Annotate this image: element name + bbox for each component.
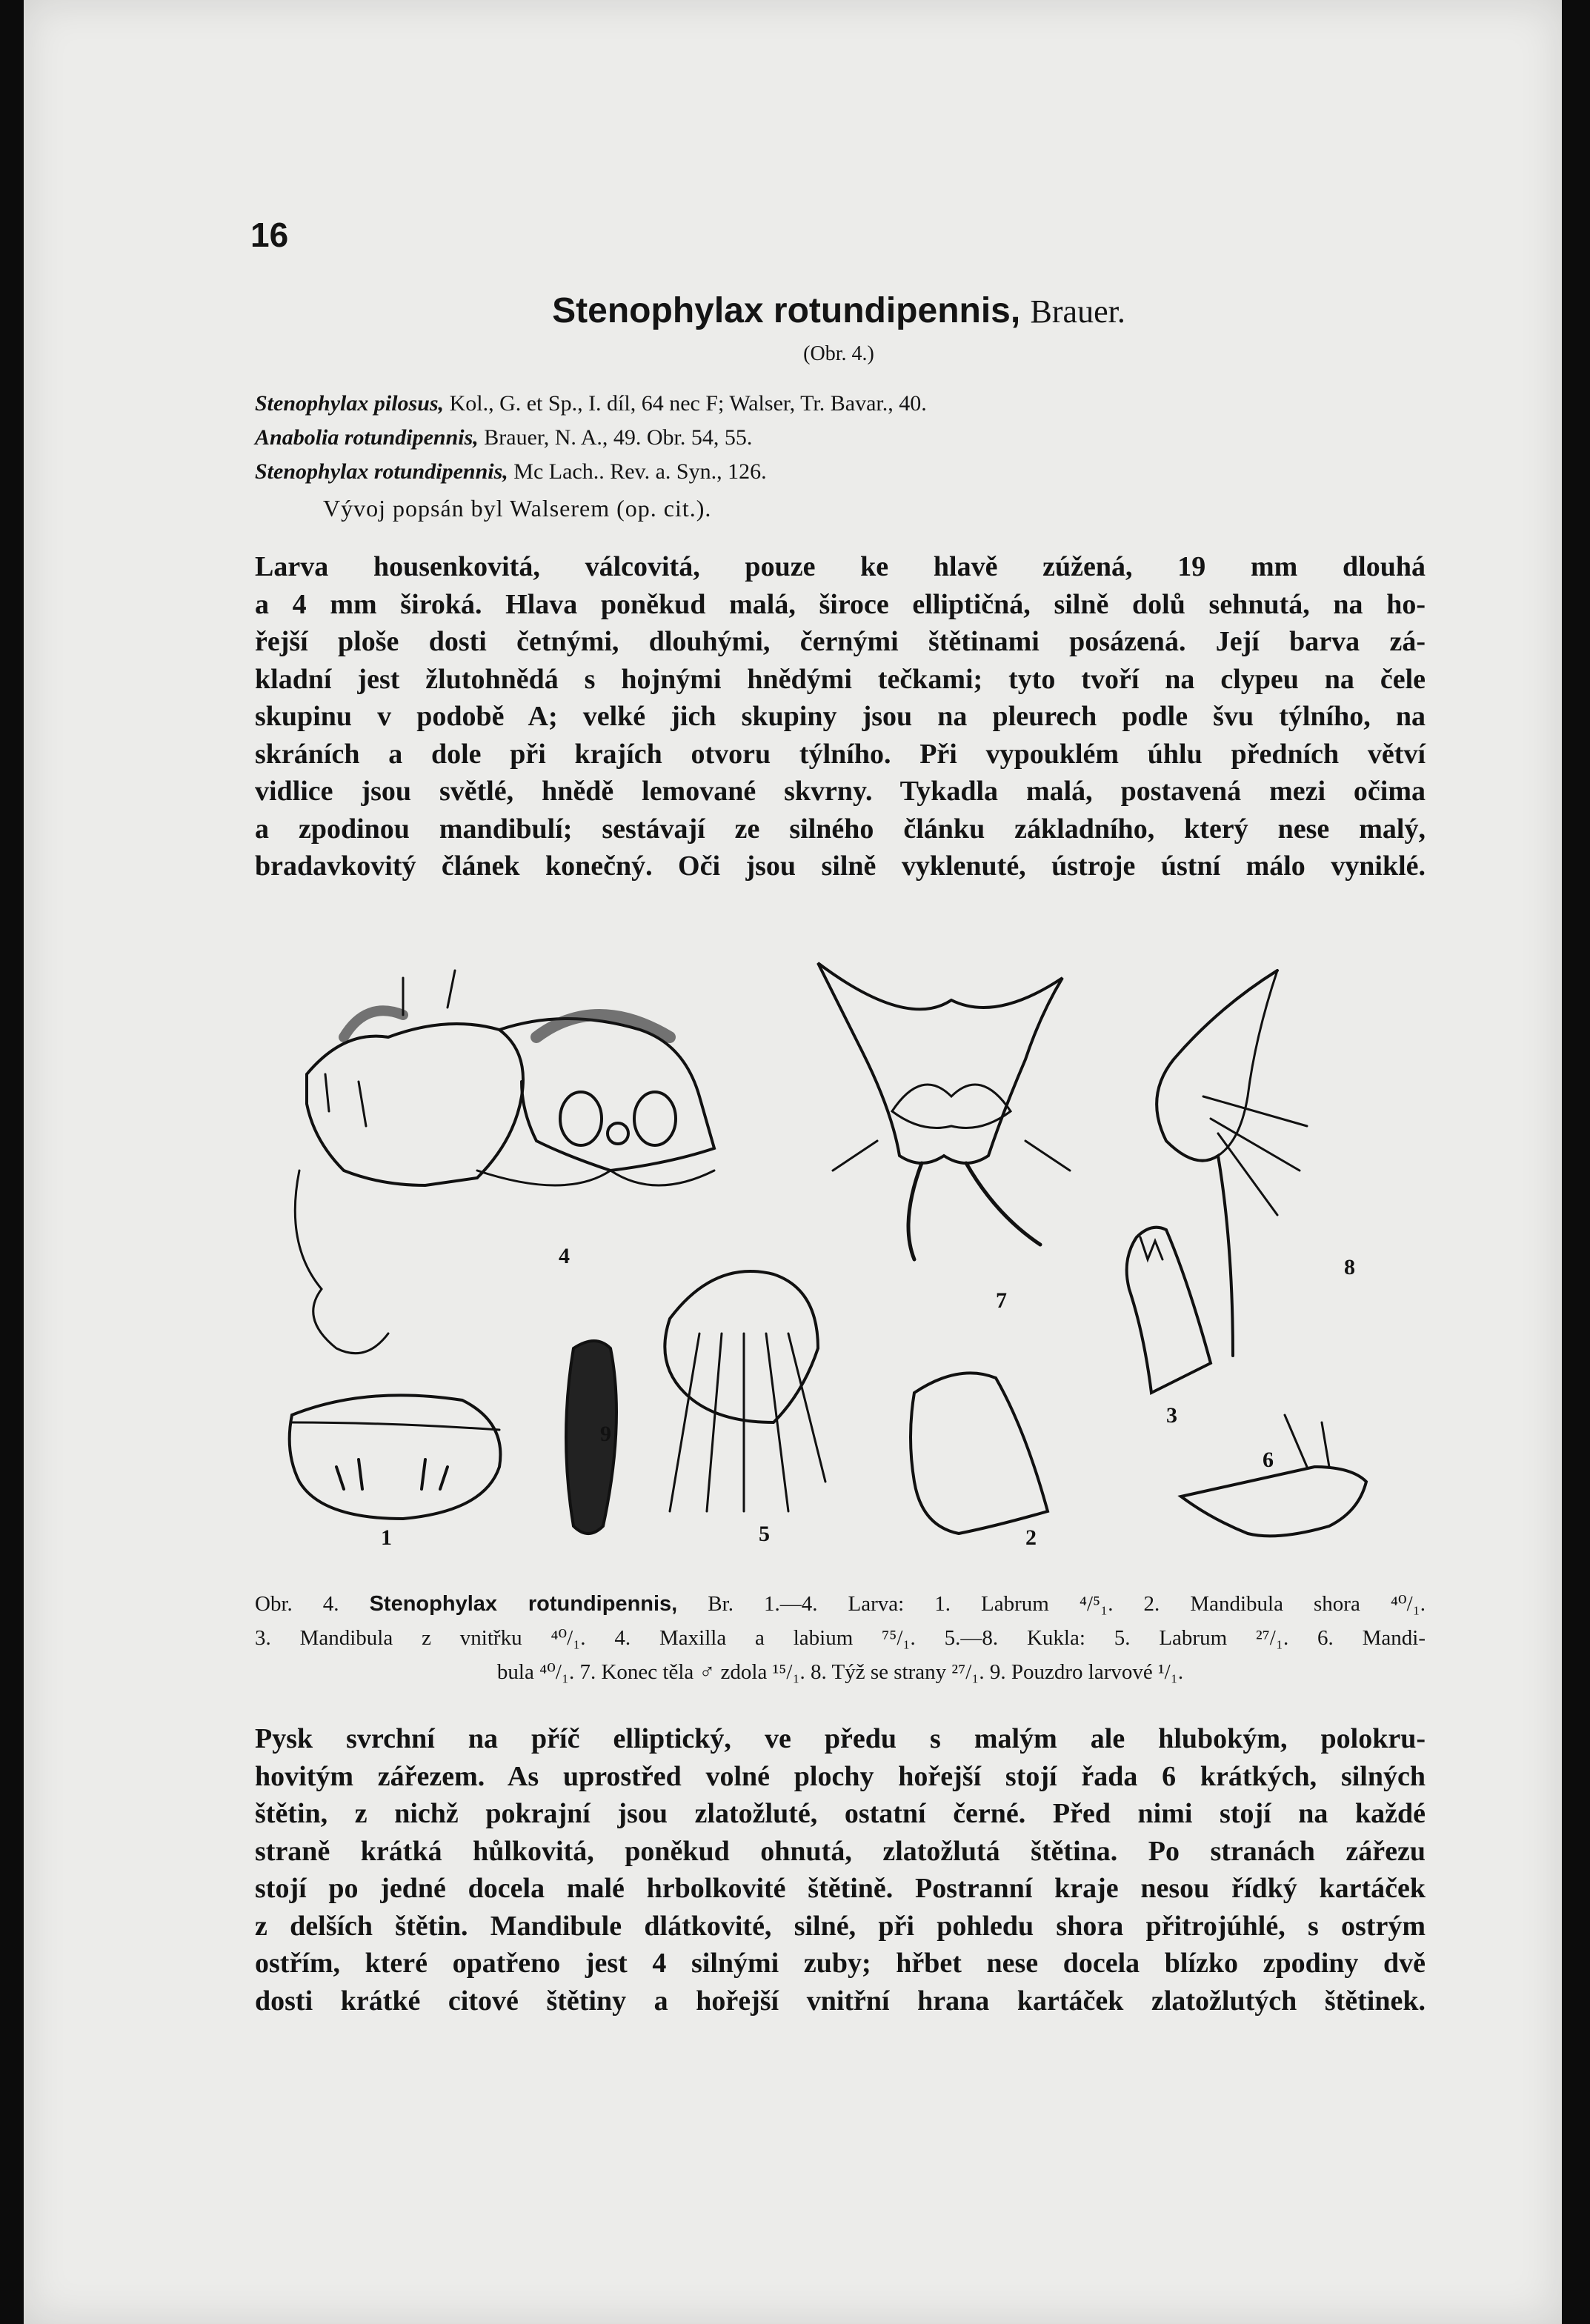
figure-reference: (Obr. 4.)	[803, 342, 874, 365]
text-line: hovitým zářezem. As uprostřed volné plochy hořejší stojí řada 6 krátkých, silných	[255, 1760, 1426, 1792]
synonym-line	[255, 459, 767, 485]
text-line: bradavkovitý článek konečný. Oči jsou silně vyklenuté, ústroje ústní málo vyniklé.	[255, 850, 1426, 882]
synonym-name: Stenophylax pilosus,	[255, 391, 445, 416]
text-line: stojí po jedné docela malé hrbolkovité štětině. Postranní kraje nesou řídký kartáček	[255, 1873, 1426, 1904]
figure-label: 3	[1166, 1403, 1177, 1428]
figure-label: 7	[996, 1288, 1007, 1313]
caption-lead: Obr. 4.	[255, 1592, 339, 1616]
text-line: a 4 mm široká. Hlava poněkud malá, široce elliptičná, silně dolů sehnutá, na ho-	[255, 588, 1426, 620]
text-line: Larva housenkovitá, válcovitá, pouze ke hlavě zúžená, 19 mm dlouhá	[255, 551, 1426, 582]
synonym-name: Stenophylax rotundipennis,	[255, 459, 508, 484]
drawing-labrum-pupa	[665, 1271, 825, 1511]
drawing-mandible-dorsal	[911, 1373, 1048, 1534]
drawing-body-end-lateral	[1157, 970, 1307, 1356]
species-name: Stenophylax rotundipennis,	[552, 291, 1021, 330]
synonym-citation: Mc Lach.. Rev. a. Syn., 126.	[513, 459, 767, 484]
figure-label: 4	[559, 1244, 570, 1268]
drawing-mandible-inner	[1127, 1228, 1211, 1393]
caption-line: 3. Mandibula z vnitřku ⁴⁰/₁. 4. Maxilla a labium ⁷⁵/₁. 5.—8. Kukla: 5. Labrum ²⁷/₁. 6. Mandi-	[255, 1626, 1426, 1650]
figure-label: 1	[381, 1525, 392, 1550]
synonym-name: Anabolia rotundipennis,	[255, 425, 479, 450]
labrum-description	[255, 1720, 1426, 2020]
caption-line: bula ⁴⁰/₁. 7. Konec těla ♂ zdola ¹⁵/₁. 8. Týž se strany ²⁷/₁. 9. Pouzdro larvové ¹/₁.	[496, 1660, 1184, 1684]
caption-species: Stenophylax rotundipennis,	[369, 1592, 678, 1616]
species-author: Brauer.	[1030, 293, 1125, 330]
figure-label: 8	[1344, 1255, 1355, 1279]
text-line: skupinu v podobě A; velké jich skupiny jsou na pleurech podle švu týlního, na	[255, 701, 1426, 732]
text-line: řejší ploše dosti četnými, dlouhými, černými štětinami posázená. Její barva zá-	[255, 626, 1426, 657]
text-line: ostřím, které opatřeno jest 4 silnými zuby; hřbet nese docela blízko zpodiny dvě	[255, 1948, 1426, 1979]
figure-label: 5	[759, 1522, 770, 1546]
drawing-maxilla-labium	[295, 970, 714, 1354]
text-line: vidlice jsou světlé, hnědě lemované skvrny. Tykadla malá, postavená mezi očima	[255, 776, 1426, 807]
synonym-citation: Brauer, N. A., 49. Obr. 54, 55.	[484, 425, 753, 450]
figure-drawing	[255, 948, 1440, 1578]
figure-caption	[255, 1587, 1426, 1689]
caption-text: Br. 1.—4. Larva: 1. Labrum ⁴/⁵₁. 2. Mandibula shora ⁴⁰/₁.	[708, 1592, 1426, 1616]
synonym-citation: Kol., G. et Sp., I. díl, 64 nec F; Walser, Tr. Bavar., 40.	[449, 391, 927, 416]
figure-label: 6	[1263, 1448, 1274, 1472]
drawing-body-end-ventral	[818, 963, 1070, 1259]
text-line: kladní jest žlutohnědá s hojnými hnědými tečkami; tyto tvoří na clypeu na čele	[255, 663, 1426, 695]
development-note: Vývoj popsán byl Walserem (op. cit.).	[323, 495, 712, 522]
drawing-mandible-pupa	[1181, 1415, 1366, 1536]
text-line: z delších štětin. Mandibule dlátkovité, silné, při pohledu shora přitrojúhlé, s ostrým	[255, 1910, 1426, 1942]
text-line: straně krátká hůlkovitá, poněkud ohnutá, zlatožlutá štětina. Po stranách zářezu	[255, 1835, 1426, 1867]
synonym-line	[255, 425, 752, 450]
drawing-labrum-larva	[290, 1395, 501, 1519]
figure-label: 9	[600, 1422, 611, 1446]
synonym-line	[255, 391, 927, 416]
figure-label: 2	[1025, 1525, 1037, 1550]
text-line: a zpodinou mandibulí; sestávají ze silného článku základního, který nese malý,	[255, 813, 1426, 845]
anatomy-figure	[255, 948, 1440, 1578]
page	[24, 0, 1562, 2324]
species-title	[246, 290, 1431, 331]
larva-description	[255, 548, 1426, 885]
text-line: Pysk svrchní na příč elliptický, ve předu s malým ale hlubokým, polokru-	[255, 1723, 1426, 1754]
text-line: dosti krátké citové štětiny a hořejší vnitřní hrana kartáček zlatožlutých štětinek.	[255, 1985, 1426, 2017]
text-line: skráních a dole při krajích otvoru týlního. Při vypouklém úhlu předních větví	[255, 738, 1426, 770]
caption-line	[255, 1587, 1426, 1621]
page-number: 16	[250, 216, 289, 254]
text-line: štětin, z nichž pokrajní jsou zlatožluté, ostatní černé. Před nimi stojí na každé	[255, 1798, 1426, 1829]
